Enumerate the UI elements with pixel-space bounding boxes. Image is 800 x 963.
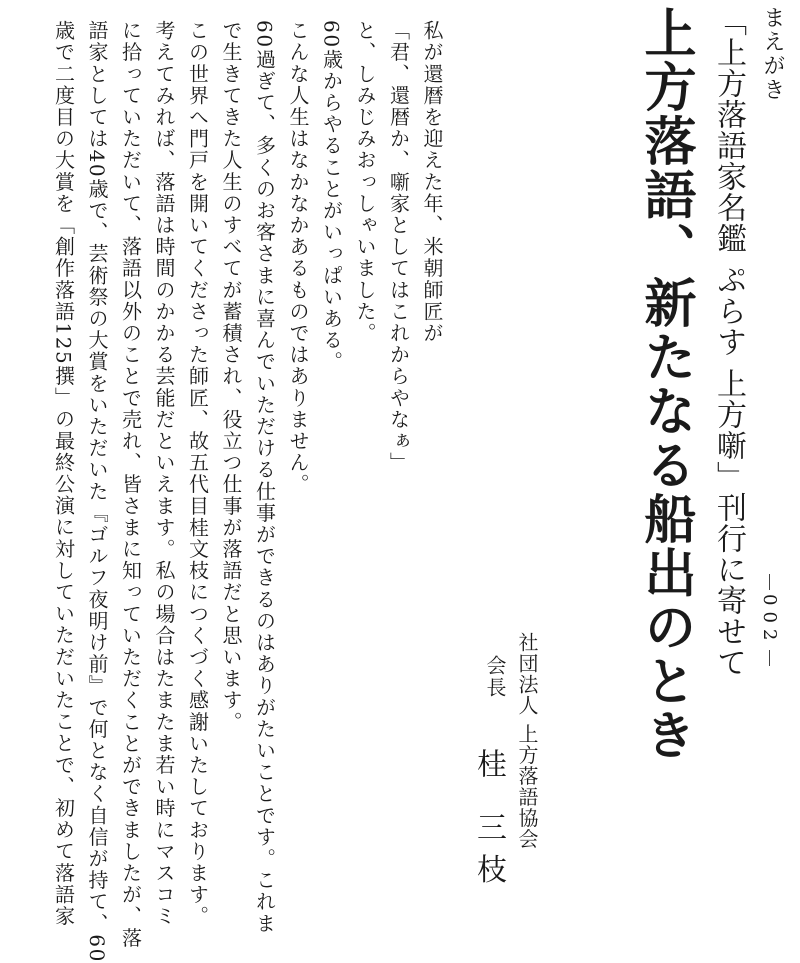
- body-line: 歳で二度目の大賞を「創作落語125撰」の最終公演に対していただいたことで、初めて落語家: [51, 20, 76, 927]
- page-number: [759, 570, 780, 670]
- page-number-text: 002: [759, 594, 780, 647]
- byline-organization: 社団法人 上方落語協会: [515, 632, 539, 850]
- body-line: 「君、還暦か、噺家としてはこれからやなぁ」: [386, 20, 411, 474]
- body-line: こんな人生はなかなかあるものではありません。: [286, 20, 310, 496]
- section-label: まえがき: [760, 6, 785, 102]
- body-line: と、しみじみおっしゃいました。: [353, 20, 377, 344]
- subtitle: 「上方落語家名鑑 ぷらす 上方噺」刊行に寄せて: [711, 6, 746, 679]
- body-line: 60歳からやることがいっぱいある。: [319, 20, 344, 373]
- body-line: この世界へ門戸を開いてくださった師匠、故五代目桂文枝につくづく感謝いたしております。: [185, 20, 210, 928]
- body-line: に拾っていただいて、落語以外のことで売れ、皆さまに知っていただくことができましたが、落: [118, 20, 143, 949]
- page-title: 上方落語、新たなる船出のとき: [635, 6, 696, 762]
- body-line: 60過ぎて、多くのお客さまに喜んでいただける仕事ができるのはありがたいことです。これま: [252, 20, 277, 935]
- byline-role: 会長: [483, 655, 507, 699]
- body-line: 語家としては40歳で、芸術祭の大賞をいただいた『ゴルフ夜明け前』で何となく自信が持て、60: [85, 20, 109, 963]
- byline-author: 桂 三枝: [471, 748, 506, 896]
- body-line: で生きてきた人生のすべてが蓄積され、役立つ仕事が落語だと思います。: [219, 20, 243, 733]
- body-text: [46, 20, 448, 963]
- body-line: 考えてみれば、落語は時間のかかる芸能だといえます。私の場合はたまたま若い時にマスコミ: [152, 20, 176, 928]
- body-line: 私が還暦を迎えた年、米朝師匠が: [420, 20, 444, 344]
